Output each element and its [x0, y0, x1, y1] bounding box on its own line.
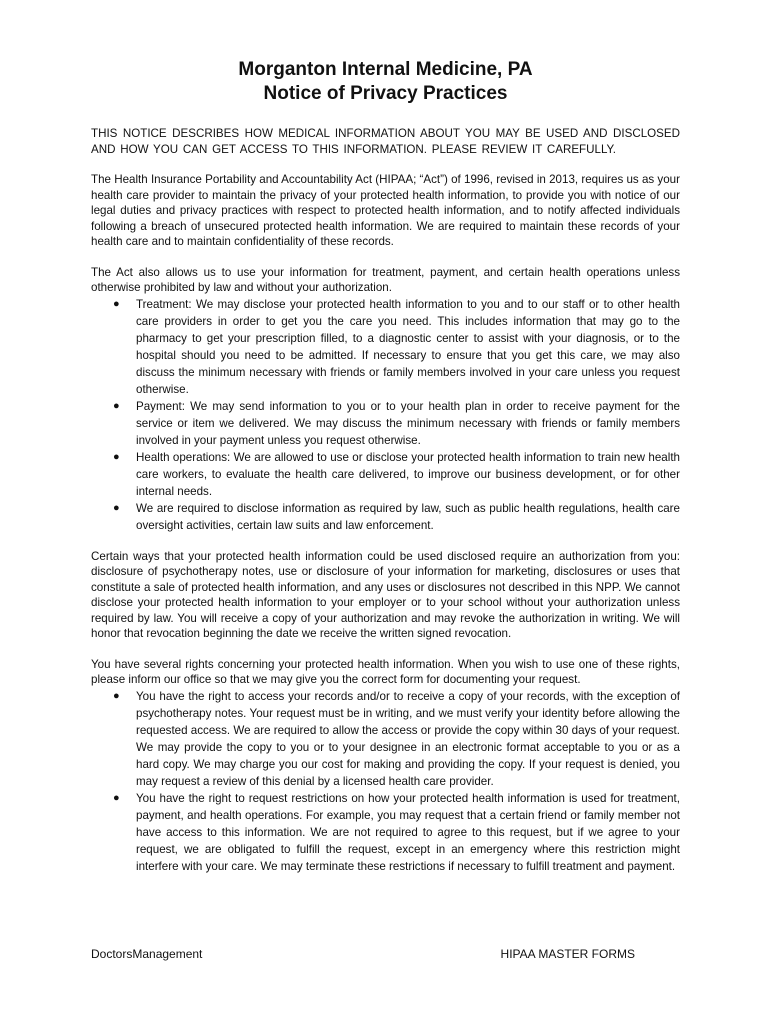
- footer-right: HIPAA MASTER FORMS: [500, 947, 635, 961]
- bullet-icon: ●: [113, 501, 120, 514]
- rights-paragraph: You have several rights concerning your protected health information. When you wish to use one of these rights, please inform our office so that we may give you the correct form for documenting your request.: [91, 657, 680, 686]
- practice-name: Morganton Internal Medicine, PA: [238, 59, 533, 80]
- rights-list: [91, 688, 680, 875]
- act-uses-paragraph: The Act also allows us to use your information for treatment, payment, and certain health operations unless otherwise prohibited by law and without your authorization.: [91, 265, 680, 294]
- document-title: Notice of Privacy Practices: [263, 83, 508, 104]
- bullet-icon: ●: [113, 399, 120, 412]
- list-item: ● Payment: We may send information to you or to your health plan in order to receive payment for the service or item we delivered. We may discuss the minimum necessary with friends or family members involved in your payment unless you request otherwise.: [113, 399, 680, 447]
- hipaa-paragraph: The Health Insurance Portability and Accountability Act (HIPAA; “Act”) of 1996, revised in 2013, requires us as your health care provider to maintain the privacy of your protected health information, to provide you with notice of our legal duties and privacy practices with respect to protected health information, and to notify affected individuals following a breach of unsecured protected health information. We are required to maintain these records of your health care and to maintain confidentiality of these records.: [91, 173, 680, 248]
- bullet-icon: ●: [113, 450, 120, 463]
- uses-list: [91, 296, 680, 534]
- list-item: ● Health operations: We are allowed to use or disclose your protected health information to train new health care workers, to evaluate the health care delivered, to improve our business development, or for other internal needs.: [113, 450, 680, 498]
- authorization-paragraph: Certain ways that your protected health information could be used disclosed require an authorization from you: disclosure of psychotherapy notes, use or disclosure of your information for marketing, disclosures or uses that constitute a sale of protected health information, and any uses or disclosures not described in this NPP. We cannot disclose your protected health information to your employer or to your school without your authorization unless required by law. You will receive a copy of your authorization and may revoke the authorization in writing. We will honor that revocation beginning the date we receive the written signed revocation.: [91, 549, 680, 640]
- list-item: ● You have the right to request restrictions on how your protected health information is used for treatment, payment, and health operations. For example, you may request that a certain friend or family member not have access to this information. We are not required to agree to this request, but if we agree to your request, we are obligated to fulfill the request, except in an emergency where this restriction might interfere with your care. We may terminate these restrictions if necessary to fulfill treatment and payment.: [113, 791, 680, 873]
- list-item: ● Treatment: We may disclose your protected health information to you and to our staff or to other health care providers in order to get you the care you need. This includes information that may go to the pharmacy to get your prescription filled, to a diagnostic center to assist with your diagnosis, or to the hospital should you need to be admitted. If necessary to ensure that you get this care, we may also discuss the minimum necessary with friends or family members involved in your care unless you request otherwise.: [113, 297, 680, 396]
- page-footer: [91, 947, 635, 961]
- list-item: ● We are required to disclose information as required by law, such as public health regulations, health care oversight activities, certain law suits and law enforcement.: [113, 501, 680, 532]
- bullet-icon: ●: [113, 297, 120, 310]
- bullet-icon: ●: [113, 791, 120, 804]
- list-item: ● You have the right to access your records and/or to receive a copy of your records, with the exception of psychotherapy notes. Your request must be in writing, and we must verify your identity before allowing the requested access. We are required to allow the access or provide the copy within 30 days of your request. We may provide the copy to you or to your designee in an electronic format acceptable to you or as a hard copy. We may charge you our cost for making and providing the copy. If your request is denied, you may request a review of this denial by a licensed health care provider.: [113, 689, 680, 788]
- bullet-icon: ●: [113, 689, 120, 702]
- footer-left: DoctorsManagement: [91, 947, 203, 961]
- notice-statement: THIS NOTICE DESCRIBES HOW MEDICAL INFORMATION ABOUT YOU MAY BE USED AND DISCLOSED AND HOW YOU CAN GET ACCESS TO THIS INFORMATION. PLEASE REVIEW IT CAREFULLY.: [91, 127, 680, 156]
